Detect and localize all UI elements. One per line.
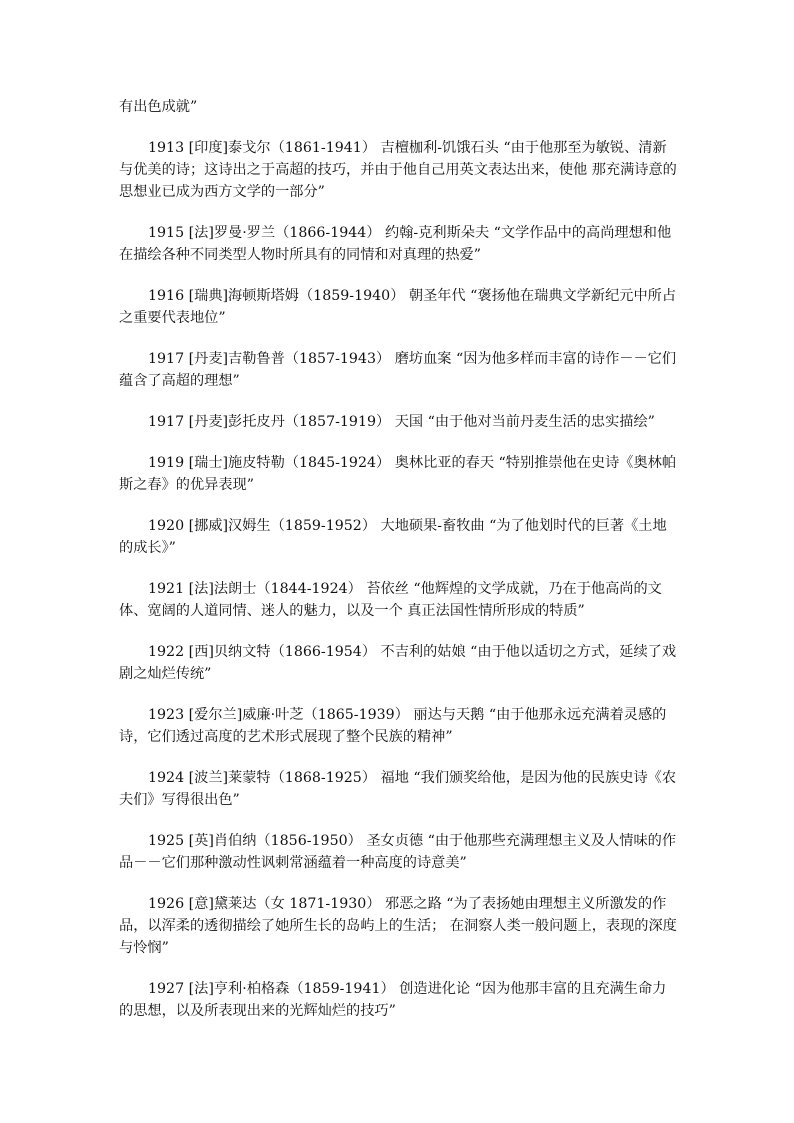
entry-1922-benavente: 1922 [西]贝纳文特（1866-1954） 不吉利的姑娘 “由于他以适切之方式，延续了戏剧之灿烂传统” [119,644,677,682]
entry-1924-reymont: 1924 [波兰]莱蒙特（1868-1925） 福地 “我们颁奖给他，是因为他的民族史诗《农夫们》写得很出色” [119,770,677,808]
entry-1927-bergson: 1927 [法]亨利·柏格森（1859-1941） 创造进化论 “因为他那丰富的且充满生命力的思想，以及所表现出来的光辉灿烂的技巧” [119,981,667,1019]
entry-1919-spitteler: 1919 [瑞士]施皮特勒（1845-1924） 奥林比亚的春天 “特别推崇他在史诗《奥林帕斯之春》的优异表现” [119,455,677,493]
entry-1915-rolland: 1915 [法]罗曼·罗兰（1866-1944） 约翰-克利斯朵夫 “文学作品中的高尚理想和他在描绘各种不同类型人物时所具有的同情和对真理的热爱” [119,225,672,263]
document-page [119,96,677,1022]
entry-1921-france: 1921 [法]法朗士（1844-1924） 苔依丝 “他辉煌的文学成就，乃在于他高尚的文体、宽阔的人道同情、迷人的魅力，以及一个 真正法国性情所形成的特质” [119,581,662,619]
entry-1916-heidenstam: 1916 [瑞典]海顿斯塔姆（1859-1940） 朝圣年代 “褒扬他在瑞典文学新纪元中所占之重要代表地位” [119,288,677,326]
entry-1925-shaw: 1925 [英]肖伯纳（1856-1950） 圣女贞德 “由于他那些充满理想主义及人情味的作品－－它们那种激动性讽刺常涵蕴着一种高度的诗意美” [119,833,677,871]
entry-1917-pontoppidan: 1917 [丹麦]彭托皮丹（1857-1919） 天国 “由于他对当前丹麦生活的忠实描绘” [148,414,655,430]
intro-line: 有出色成就” [119,99,198,115]
entry-1923-yeats: 1923 [爱尔兰]威廉·叶芝（1865-1939） 丽达与天鹅 “由于他那永远充满着灵感的诗，它们透过高度的艺术形式展现了整个民族的精神” [119,707,667,745]
entry-1917-gjellerup: 1917 [丹麦]吉勒鲁普（1857-1943） 磨坊血案 “因为他多样而丰富的诗作－－它们蕴含了高超的理想” [119,351,677,389]
entry-1926-deledda: 1926 [意]黛莱达（女 1871-1930） 邪恶之路 “为了表扬她由理想主义所激发的作品，以浑柔的透彻描绘了她所生长的岛屿上的生活； 在洞察人类一般问题上，表现的深度与怜悯” [119,896,677,956]
entry-1913-tagore: 1913 [印度]泰戈尔（1861-1941） 吉檀枷利-饥饿石头 “由于他那至为敏锐、清新与优美的诗；这诗出之于高超的技巧，并由于他自己用英文表达出来，使他 那充满诗意的思想业已成为西方文学的一部分” [119,140,677,200]
entry-1920-hamsun: 1920 [挪威]汉姆生（1859-1952） 大地硕果-畜牧曲 “为了他划时代的巨著《土地的成长》” [119,518,667,556]
